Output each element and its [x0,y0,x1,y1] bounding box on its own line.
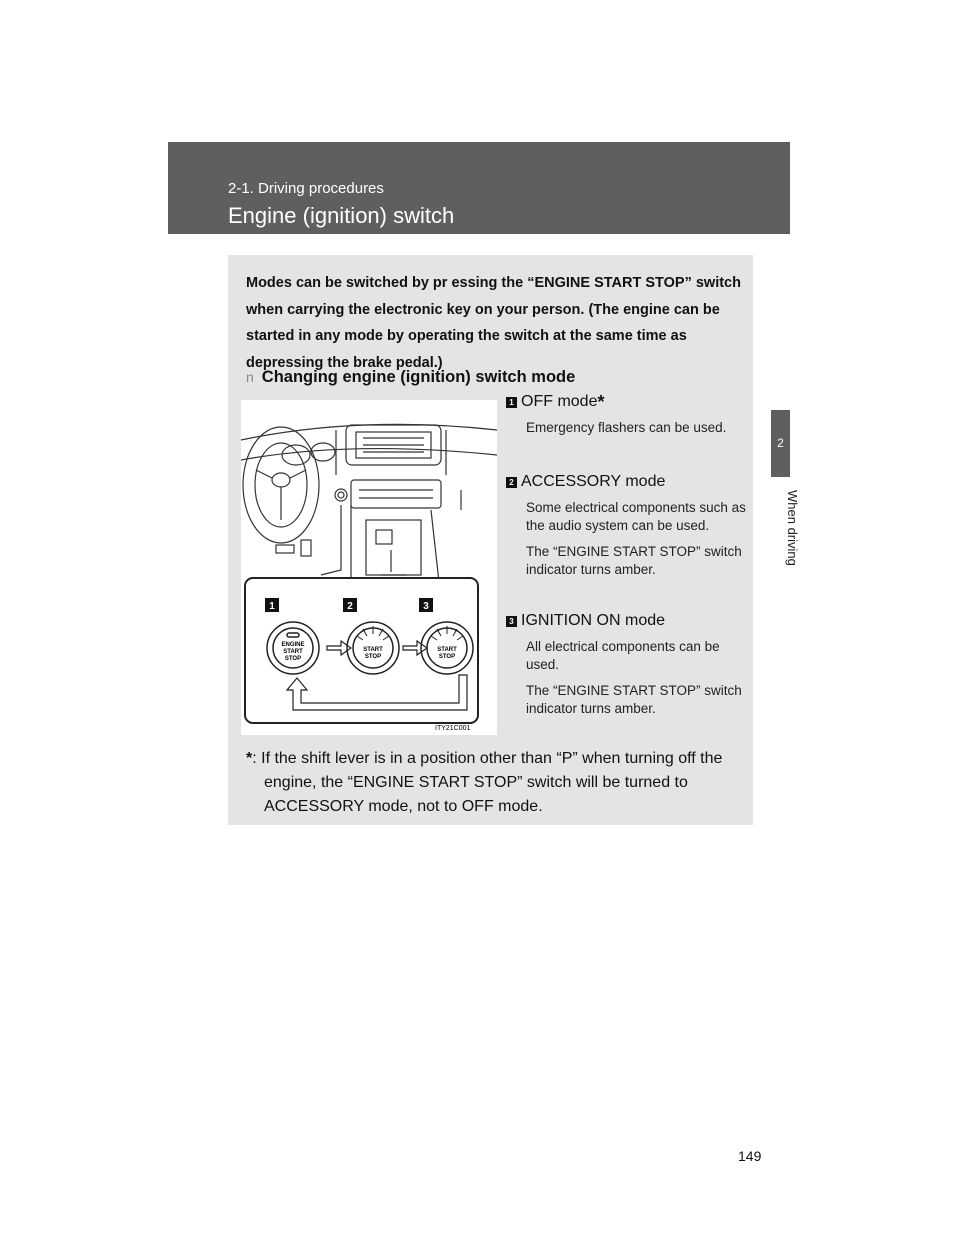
chapter-tab[interactable]: 2 [771,410,790,477]
button1-line1: ENGINE [281,642,305,648]
bullet-icon: n [246,369,254,385]
section-label: 2-1. Driving procedures [228,180,384,197]
button1-line3: STOP [284,656,302,662]
content-panel [228,255,753,825]
mode-accessory [506,473,746,579]
callout-2: 2 [347,601,353,612]
button3-line1: START [437,647,457,653]
mode-description: Emergency flashers can be used. [526,420,727,435]
subheading-text: Changing engine (ignition) switch mode [261,368,576,386]
mode-description: The “ENGINE START STOP” switch indicator turns amber. [526,683,742,716]
dashboard-illustration [241,400,497,735]
mode-description: Some electrical components such as the audio system can be used. [526,500,746,533]
mode-number-badge: 2 [506,477,517,488]
subheading [246,368,575,387]
mode-off: 1 OFF mode * Emergency flashers can be used. [506,393,746,437]
footnote-marker: * [246,750,253,767]
mode-number-badge: 1 [506,397,517,408]
mode-title: OFF mode [521,393,598,410]
button1-line2: START [283,649,303,655]
mode-title: IGNITION ON mode [521,612,666,629]
button2-line1: START [363,647,383,653]
mode-description: The “ENGINE START STOP” switch indicator turns amber. [526,544,742,577]
button3-line2: STOP [438,654,456,660]
figure-code: ITY21C001 [435,725,471,732]
footnote-line1: : If the shift lever is in a position other than “P” when turning off the [252,750,723,767]
mode-title: ACCESSORY mode [521,473,666,490]
page-number: 149 [738,1148,762,1164]
page-title: Engine (ignition) switch [228,203,455,228]
mode-description: All electrical components can be used. [526,639,720,672]
chapter-tab-label: When driving [785,490,800,566]
footnote [246,747,746,819]
callout-3: 3 [423,601,429,612]
callout-1: 1 [269,601,275,612]
dashboard-drawing [241,400,497,735]
button2-line2: STOP [364,654,382,660]
mode-number-badge: 3 [506,616,517,627]
footnote-continuation: engine, the “ENGINE START STOP” switch will be turned to ACCESSORY mode, not to OFF mode. [264,774,688,815]
intro-text: Modes can be switched by pr essing the “ENGINE START STOP” switch when carrying the electronic key on your person. (The engine can be started in any mode by operating the switch at the same time as depressing the brake pedal.) [246,275,741,371]
mode-ignition-on [506,612,746,718]
page-header [168,142,790,234]
